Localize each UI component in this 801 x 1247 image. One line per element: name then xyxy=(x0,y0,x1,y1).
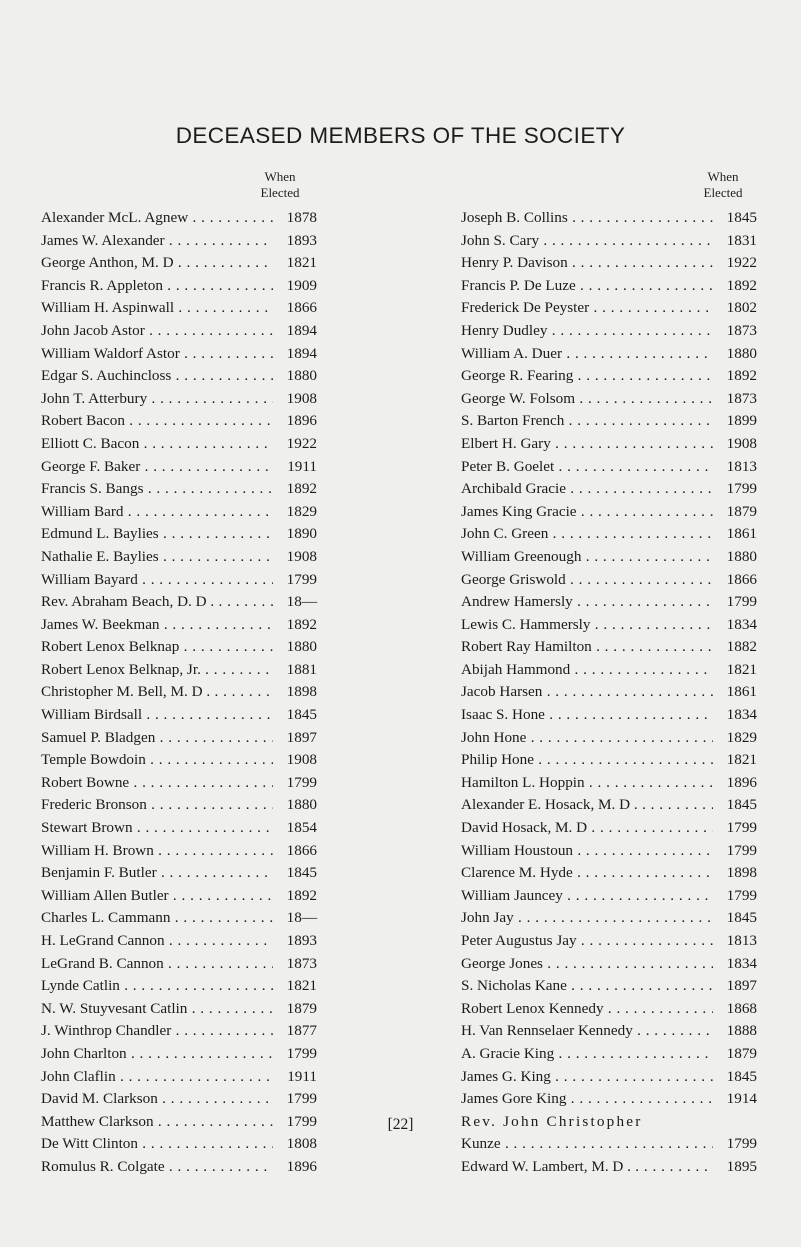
elected-year: 1922 xyxy=(286,434,317,452)
member-row xyxy=(461,230,757,253)
elected-year: 1861 xyxy=(726,683,757,701)
member-name: Peter B. Goelet . . . xyxy=(461,456,713,479)
member-row xyxy=(41,297,317,320)
elected-year: 1845 xyxy=(726,209,757,226)
elected-year: 1861 xyxy=(726,525,757,543)
member-name: Samuel P. Bladgen . . . xyxy=(41,727,273,750)
member-row xyxy=(41,1088,317,1111)
member-name: Francis S. Bangs . . . xyxy=(41,478,273,501)
member-name: Kunze . . . xyxy=(461,1133,713,1156)
elected-year: 1829 xyxy=(286,502,317,520)
member-name: S. Nicholas Kane . . . xyxy=(461,975,713,998)
member-name: Alexander McL. Agnew . . . xyxy=(41,207,273,230)
member-row xyxy=(41,727,317,750)
member-row xyxy=(41,501,317,524)
member-name: John T. Atterbury . . . xyxy=(41,388,273,411)
member-name: J. Winthrop Chandler . . . xyxy=(41,1020,273,1043)
member-name: George Griswold . . . xyxy=(461,569,713,592)
elected-year: 1890 xyxy=(286,525,317,543)
elected-year: 1878 xyxy=(286,209,317,226)
elected-year: 1896 xyxy=(726,773,757,791)
member-name: Charles L. Cammann . . . xyxy=(41,907,273,930)
elected-year: 1909 xyxy=(286,276,317,294)
elected-year: 1881 xyxy=(286,660,317,678)
member-row xyxy=(461,343,757,366)
member-name: Edmund L. Baylies . . . xyxy=(41,523,273,546)
member-row xyxy=(461,569,757,592)
elected-year: 1799 xyxy=(286,1112,317,1130)
elected-year: 1894 xyxy=(286,344,317,362)
elected-year: 1834 xyxy=(726,954,757,972)
elected-year: 1888 xyxy=(726,1022,757,1040)
member-row xyxy=(41,704,317,727)
member-name: Rev. Abraham Beach, D. D . . . . xyxy=(41,591,273,614)
member-name: Lynde Catlin . . . xyxy=(41,975,273,998)
member-name: George Jones . . . xyxy=(461,953,713,976)
elected-year: 1877 xyxy=(286,1022,317,1040)
member-row xyxy=(41,749,317,772)
member-row xyxy=(41,523,317,546)
elected-year: 1821 xyxy=(726,751,757,769)
member-name: Nathalie E. Baylies . . . xyxy=(41,546,273,569)
member-name: Philip Hone . . . xyxy=(461,749,713,772)
member-row xyxy=(41,998,317,1021)
elected-year: 1911 xyxy=(287,1067,317,1085)
elected-year: 1866 xyxy=(286,299,317,317)
member-row xyxy=(461,817,757,840)
elected-year: 1799 xyxy=(286,1044,317,1062)
member-row xyxy=(41,659,317,682)
member-row xyxy=(41,591,317,614)
member-name: Robert Bacon . . . xyxy=(41,410,273,433)
member-name: N. W. Stuyvesant Catlin . . . xyxy=(41,998,273,1021)
member-row xyxy=(41,252,317,275)
member-name: James W. Beekman . . . xyxy=(41,614,273,637)
member-row xyxy=(461,410,757,433)
member-name: George R. Fearing . . . xyxy=(461,365,713,388)
elected-year: 1854 xyxy=(286,819,317,837)
member-row xyxy=(41,478,317,501)
elected-year: 1898 xyxy=(286,683,317,701)
elected-year: 1892 xyxy=(286,886,317,904)
member-row xyxy=(461,840,757,863)
elected-year: 1799 xyxy=(726,819,757,837)
member-name: Robert Bowne . . . xyxy=(41,772,273,795)
elected-year: 1908 xyxy=(286,751,317,769)
right-member-list xyxy=(461,207,757,1179)
elected-year: 1880 xyxy=(286,638,317,656)
elected-year: 1845 xyxy=(726,796,757,814)
member-row xyxy=(41,975,317,998)
member-name: George W. Folsom . . . xyxy=(461,388,713,411)
member-row xyxy=(41,907,317,930)
member-name: Edgar S. Auchincloss . . . xyxy=(41,365,273,388)
member-name: Joseph B. Collins . . . xyxy=(461,207,713,230)
elected-year: 1896 xyxy=(286,1157,317,1175)
member-name: William H. Aspinwall . . . xyxy=(41,297,273,320)
member-name: David M. Clarkson . . . xyxy=(41,1088,273,1111)
member-row xyxy=(461,614,757,637)
member-row xyxy=(461,1043,757,1066)
member-name: John Jay . . . xyxy=(461,907,713,930)
member-name: Benjamin F. Butler . . . xyxy=(41,862,273,885)
member-row xyxy=(461,659,757,682)
member-name: Matthew Clarkson . . . xyxy=(41,1111,273,1134)
elected-year: 1845 xyxy=(726,909,757,927)
elected-year: 1894 xyxy=(286,321,317,339)
member-name: John Charlton . . . xyxy=(41,1043,273,1066)
member-name: James G. King . . . xyxy=(461,1066,713,1089)
member-row xyxy=(461,975,757,998)
elected-year: 1813 xyxy=(726,457,757,475)
member-name: LeGrand B. Cannon . . . xyxy=(41,953,273,976)
member-name: Jacob Harsen . . . xyxy=(461,681,713,704)
member-name: William A. Duer . . . xyxy=(461,343,713,366)
page-title: DECEASED MEMBERS OF THE SOCIETY xyxy=(175,123,626,148)
member-name: William H. Brown . . . xyxy=(41,840,273,863)
member-row xyxy=(461,749,757,772)
member-name: James King Gracie . . . xyxy=(461,501,713,524)
member-row xyxy=(41,456,317,479)
elected-year: 1868 xyxy=(726,999,757,1017)
member-row xyxy=(461,885,757,908)
elected-year: 1829 xyxy=(726,728,757,746)
member-name: John Jacob Astor . . . xyxy=(41,320,273,343)
elected-year: 1880 xyxy=(726,344,757,362)
member-name: James W. Alexander . . . xyxy=(41,230,273,253)
member-name: Henry P. Davison . . . xyxy=(461,252,713,275)
member-row xyxy=(461,772,757,795)
member-name: Francis P. De Luze . . . xyxy=(461,275,713,298)
elected-year: 1808 xyxy=(286,1135,317,1153)
member-row xyxy=(41,388,317,411)
elected-year: 1880 xyxy=(286,367,317,385)
member-row xyxy=(41,207,317,230)
member-row xyxy=(461,681,757,704)
member-name: Robert Lenox Belknap . . . xyxy=(41,636,273,659)
member-row xyxy=(461,501,757,524)
member-row xyxy=(461,546,757,569)
elected-year: 1879 xyxy=(726,502,757,520)
elected-year: 1897 xyxy=(286,728,317,746)
member-row xyxy=(41,1133,317,1156)
member-row xyxy=(461,433,757,456)
member-row xyxy=(41,433,317,456)
member-name: Andrew Hamersly . . . xyxy=(461,591,713,614)
member-row xyxy=(41,320,317,343)
member-row xyxy=(461,591,757,614)
elected-year: 1896 xyxy=(286,412,317,430)
member-name: David Hosack, M. D . . . xyxy=(461,817,713,840)
member-row xyxy=(41,681,317,704)
member-row xyxy=(461,636,757,659)
elected-year: 1799 xyxy=(726,480,757,498)
member-name: Frederick De Peyster . . . xyxy=(461,297,713,320)
member-row xyxy=(41,365,317,388)
member-name: A. Gracie King . . . xyxy=(461,1043,713,1066)
member-row xyxy=(461,388,757,411)
member-name: Edward W. Lambert, M. D . . . . xyxy=(461,1156,713,1179)
member-row xyxy=(461,907,757,930)
member-name: William Jauncey . . . xyxy=(461,885,713,908)
member-name: Alexander E. Hosack, M. D . . . . xyxy=(461,794,713,817)
member-row xyxy=(461,998,757,1021)
member-row xyxy=(461,704,757,727)
member-row xyxy=(461,456,757,479)
when-label: When xyxy=(707,169,739,184)
member-name: William Houstoun . . . xyxy=(461,840,713,863)
elected-year: 1897 xyxy=(726,977,757,995)
member-name: John Hone . . . xyxy=(461,727,713,750)
member-name: Isaac S. Hone . . . xyxy=(461,704,713,727)
elected-year: 1892 xyxy=(726,367,757,385)
member-row xyxy=(41,1066,317,1089)
member-row xyxy=(461,1133,757,1156)
member-row xyxy=(41,953,317,976)
member-row xyxy=(461,297,757,320)
elected-year: 1892 xyxy=(286,480,317,498)
member-row xyxy=(41,817,317,840)
member-row xyxy=(461,1156,757,1179)
when-label: When xyxy=(264,169,296,184)
member-name: Clarence M. Hyde . . . xyxy=(461,862,713,885)
member-row xyxy=(41,230,317,253)
member-name: De Witt Clinton . . . xyxy=(41,1133,273,1156)
member-row xyxy=(461,478,757,501)
elected-year: 1879 xyxy=(286,999,317,1017)
elected-year: 1908 xyxy=(286,389,317,407)
left-member-list xyxy=(41,207,317,1179)
elected-year: 1908 xyxy=(286,547,317,565)
member-name: William Waldorf Astor . . . xyxy=(41,343,273,366)
member-name: John S. Cary . . . xyxy=(461,230,713,253)
member-name: William Allen Butler . . . xyxy=(41,885,273,908)
member-row xyxy=(41,546,317,569)
member-row xyxy=(41,930,317,953)
member-row xyxy=(461,523,757,546)
member-name: William Bard . . . xyxy=(41,501,273,524)
elected-year: 1895 xyxy=(726,1157,757,1175)
elected-year: 1834 xyxy=(726,615,757,633)
elected-year: 1908 xyxy=(726,434,757,452)
member-name: Francis R. Appleton . . . xyxy=(41,275,273,298)
elected-year: 1845 xyxy=(286,864,317,882)
elected-year: 1834 xyxy=(726,706,757,724)
member-row xyxy=(461,930,757,953)
member-name: Rev. John Christopher xyxy=(461,1112,643,1130)
member-row xyxy=(41,1156,317,1179)
elected-year: 1892 xyxy=(726,276,757,294)
member-row xyxy=(461,1020,757,1043)
member-name: William Birdsall . . . xyxy=(41,704,273,727)
member-name: Peter Augustus Jay . . . xyxy=(461,930,713,953)
member-row xyxy=(41,343,317,366)
elected-year: 1831 xyxy=(726,231,757,249)
elected-label: Elected xyxy=(260,185,300,200)
member-name: Lewis C. Hammersly . . . xyxy=(461,614,713,637)
elected-year: 1799 xyxy=(726,886,757,904)
member-row xyxy=(41,862,317,885)
member-row xyxy=(461,320,757,343)
page-number: [22] xyxy=(387,1116,414,1133)
member-row xyxy=(461,953,757,976)
member-name: James Gore King . . . xyxy=(461,1088,713,1111)
member-name: George F. Baker . . . xyxy=(41,456,273,479)
elected-year: 1799 xyxy=(726,593,757,611)
elected-year: 1873 xyxy=(726,389,757,407)
member-name: Elbert H. Gary . . . xyxy=(461,433,713,456)
member-row xyxy=(41,636,317,659)
elected-year: 1821 xyxy=(286,254,317,272)
elected-year: 1866 xyxy=(286,841,317,859)
elected-year: 1911 xyxy=(287,457,317,475)
elected-year: 1899 xyxy=(726,412,757,430)
member-row xyxy=(41,614,317,637)
elected-year: 1799 xyxy=(286,773,317,791)
member-name: John Claflin . . . xyxy=(41,1066,273,1089)
member-name: H. LeGrand Cannon . . . xyxy=(41,930,273,953)
member-name: Robert Lenox Kennedy . . . xyxy=(461,998,713,1021)
member-row xyxy=(461,252,757,275)
elected-year: 1893 xyxy=(286,231,317,249)
member-name: Stewart Brown . . . xyxy=(41,817,273,840)
member-name: John C. Green . . . xyxy=(461,523,713,546)
member-row xyxy=(461,1066,757,1089)
elected-year: 1799 xyxy=(726,1135,757,1153)
elected-year: 1799 xyxy=(286,570,317,588)
member-name: Robert Ray Hamilton . . . xyxy=(461,636,713,659)
member-name: H. Van Rennselaer Kennedy . . . xyxy=(461,1020,713,1043)
member-row xyxy=(461,727,757,750)
member-row xyxy=(41,1043,317,1066)
member-row xyxy=(461,794,757,817)
member-name: Elliott C. Bacon . . . xyxy=(41,433,273,456)
member-name: William Bayard . . . xyxy=(41,569,273,592)
member-name: Hamilton L. Hoppin . . . xyxy=(461,772,713,795)
member-name: Romulus R. Colgate . . . xyxy=(41,1156,273,1179)
elected-year: 1914 xyxy=(726,1090,757,1108)
elected-year: 18— xyxy=(286,909,317,927)
elected-year: 1873 xyxy=(286,954,317,972)
elected-year: 1821 xyxy=(726,660,757,678)
member-name: Frederic Bronson . . . xyxy=(41,794,273,817)
member-row xyxy=(41,275,317,298)
elected-year: 1845 xyxy=(726,1067,757,1085)
elected-year: 1880 xyxy=(286,796,317,814)
elected-year: 1882 xyxy=(726,638,757,656)
elected-year: 1799 xyxy=(286,1090,317,1108)
member-row xyxy=(41,569,317,592)
member-name: Temple Bowdoin . . . xyxy=(41,749,273,772)
elected-year: 1892 xyxy=(286,615,317,633)
member-row xyxy=(461,1088,757,1111)
elected-year: 1813 xyxy=(726,932,757,949)
member-row xyxy=(41,1020,317,1043)
elected-year: 1802 xyxy=(726,299,757,317)
left-when-elected-header xyxy=(250,169,310,201)
elected-year: 1898 xyxy=(726,864,757,882)
elected-year: 1866 xyxy=(726,570,757,588)
elected-year: 1893 xyxy=(286,932,317,949)
member-row xyxy=(461,365,757,388)
elected-year: 1821 xyxy=(286,977,317,995)
elected-year: 1922 xyxy=(726,254,757,272)
member-row xyxy=(41,772,317,795)
member-name: Henry Dudley . . . xyxy=(461,320,713,343)
member-row xyxy=(41,794,317,817)
member-name: George Anthon, M. D . . . xyxy=(41,252,273,275)
member-row xyxy=(461,275,757,298)
member-name: S. Barton French . . . xyxy=(461,410,713,433)
elected-year: 1873 xyxy=(726,321,757,339)
member-row xyxy=(461,207,757,230)
elected-year: 1799 xyxy=(726,841,757,859)
member-row xyxy=(41,885,317,908)
elected-label: Elected xyxy=(703,185,743,200)
elected-year: 1845 xyxy=(286,706,317,724)
member-name: William Greenough . . . xyxy=(461,546,713,569)
member-name: Archibald Gracie . . . xyxy=(461,478,713,501)
right-when-elected-header xyxy=(693,169,753,201)
member-row xyxy=(461,862,757,885)
elected-year: 18— xyxy=(286,593,317,611)
member-name: Robert Lenox Belknap, Jr. . . . xyxy=(41,659,273,682)
member-row xyxy=(41,840,317,863)
member-name: Abijah Hammond . . . xyxy=(461,659,713,682)
member-name: Christopher M. Bell, M. D . . . . xyxy=(41,681,273,704)
member-row xyxy=(41,410,317,433)
elected-year: 1879 xyxy=(726,1044,757,1062)
elected-year: 1880 xyxy=(726,547,757,565)
